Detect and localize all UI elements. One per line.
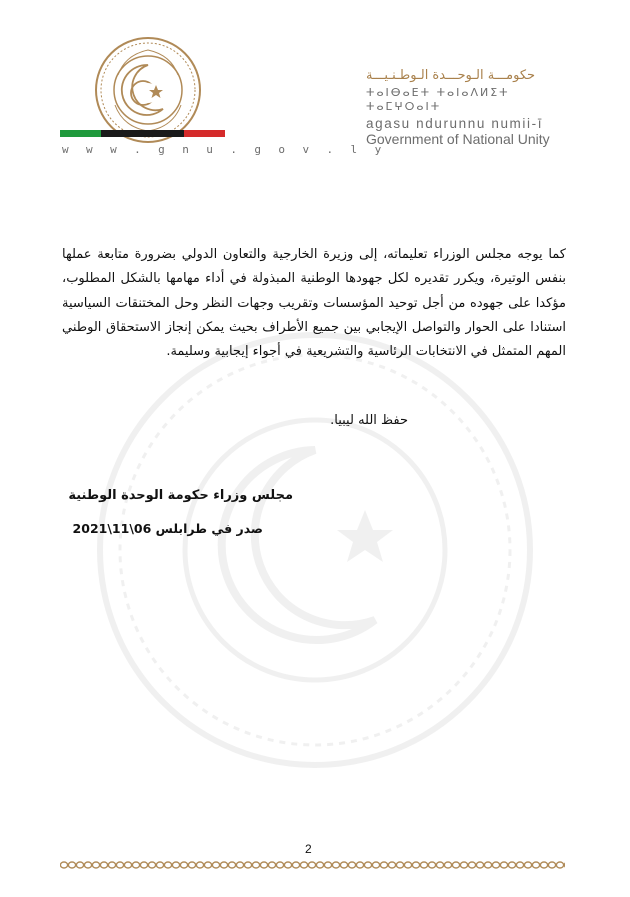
government-name-english: Government of National Unity xyxy=(366,131,550,147)
gnu-logo-emblem xyxy=(93,35,203,145)
footer-ornament xyxy=(60,860,565,870)
government-name-tifinagh: ⵜⴰⵏⴱⴰⴹⵜ ⵜⴰⵏⴰⴷⵍⵉⵜ ⵜⴰⵎⵖⵔⴰⵏⵜ xyxy=(366,86,510,113)
website-url: w w w . g n u . g o v . l y xyxy=(62,143,387,156)
watermark-emblem xyxy=(95,330,535,770)
letter-body-paragraph: كما يوجه مجلس الوزراء تعليماته، إلى وزيرة الخارجية والتعاون الدولي بضرورة متابعة عملها بنفس الوتيرة، ويكرر تقديره لكل جهودها الوطنية المبذولة في أداء مهامها بالشكل المطلوب، مؤكدا على جهوده من أجل توحيد المؤسسات وتقريب وجهات النظر وحل المختنقات السياسية استنادا على الحوار والتواصل الإيجابي بين جميع الأطراف بحيث يمكن إنجاز الاستحقاق الوطني المهم المتمثل في الانتخابات الرئاسية والتشريعية في أجواء إيجابية وسليمة. xyxy=(62,247,566,360)
signature-line: مجلس وزراء حكومة الوحدة الوطنية xyxy=(68,488,293,503)
issued-date-line: صدر في طرابلس 06\11\2021 xyxy=(72,521,263,536)
closing-line: حفظ الله ليبيا. xyxy=(330,413,408,428)
page-number: 2 xyxy=(305,842,312,856)
government-name-amazigh-latin: agasu ndurunnu numii-ī xyxy=(366,116,544,131)
government-name-block xyxy=(366,68,566,147)
government-name-arabic: حكومـــة الـوحـــدة الـوطـنـيـــة xyxy=(366,68,536,83)
flag-color-bar xyxy=(60,130,225,137)
